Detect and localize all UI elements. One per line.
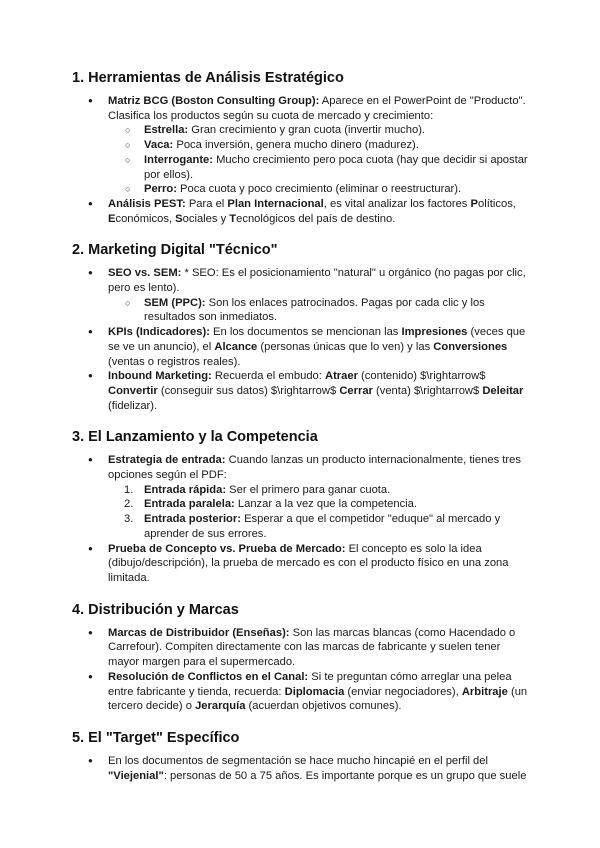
pest-letter: P (470, 197, 478, 210)
sub-text: Poca cuota y poco crecimiento (eliminar o reestructurar). (176, 183, 462, 196)
prueba-text: El concepto es solo la idea (dibujo/descripción), la prueba de mercado es con el producto físico en una zona limitada. (108, 542, 509, 584)
section-4 (72, 600, 532, 714)
sub-lead: Entrada posterior: (144, 513, 241, 526)
section-1 (72, 68, 532, 226)
seo-lead: SEO vs. SEM: (108, 267, 182, 280)
list-item-marcas (72, 626, 532, 670)
pest-lead: Análisis PEST: (108, 197, 186, 210)
sub-item-rapida (108, 483, 532, 498)
viejenial-text: : personas de 50 a 75 años. Es importante porque es un grupo que suele (163, 769, 527, 782)
section-2 (72, 240, 532, 413)
inbound-lead: Inbound Marketing: (108, 370, 212, 383)
sub-item-posterior (108, 512, 532, 541)
list-item-bcg (72, 94, 532, 197)
bcg-lead: Matriz BCG (Boston Consulting Group): (108, 95, 320, 107)
sub-item-perro (108, 182, 532, 197)
viejenial-bold: "Viejenial" (108, 769, 164, 782)
inbound-text: (conseguir sus datos) $\rightarrow$ (157, 384, 340, 397)
kpis-text: (veces que se ve un anuncio), el (108, 326, 526, 353)
pest-text: , es vital analizar los factores (323, 197, 471, 210)
seo-sublist (108, 296, 532, 325)
inbound-bold: Convertir (108, 384, 158, 397)
sub-text: Son los enlaces patrocinados. Pagas por cada clic y los resultados son inmediatos. (144, 296, 485, 324)
kpis-bold: Alcance (214, 340, 258, 353)
kpis-text: (personas únicas que lo ven) y las (257, 340, 434, 353)
conflictos-bold: Jerarquía (195, 700, 246, 713)
section-2-heading: 2. Marketing Digital "Técnico" (72, 242, 278, 259)
pest-bold: Plan Internacional (227, 197, 324, 210)
conflictos-bold: Diplomacia (284, 685, 345, 698)
inbound-text: (venta) $\rightarrow$ (372, 384, 483, 397)
pest-text: ecnológicos del país de destino. (236, 212, 396, 225)
pest-text: Para el (185, 197, 228, 210)
inbound-bold: Deleitar (482, 384, 524, 397)
entrada-sublist (108, 483, 532, 542)
list-item-entrada (72, 453, 532, 541)
marcas-lead: Marcas de Distribuidor (Enseñas): (108, 626, 290, 639)
sub-item-paralela (108, 497, 532, 512)
section-5 (72, 728, 532, 783)
pest-text: olíticos, (477, 197, 516, 210)
section-3-list (72, 453, 532, 585)
sub-text: Ser el primero para ganar cuota. (226, 483, 391, 496)
pest-letter: S (175, 212, 183, 225)
sub-item-vaca (108, 138, 532, 153)
list-item-pest (72, 197, 532, 226)
viejenial-text: En los documentos de segmentación se hace mucho hincapié en el perfil del (108, 754, 488, 767)
section-4-heading: 4. Distribución y Marcas (72, 601, 239, 618)
conflictos-lead: Resolución de Conflictos en el Canal: (108, 670, 309, 683)
section-5-heading: 5. El "Target" Específico (72, 729, 240, 746)
sub-number: 3. (124, 513, 134, 526)
kpis-text: (ventas o registros reales). (108, 355, 241, 368)
sub-lead: Vaca: (144, 139, 174, 152)
conflictos-text: (un tercero decide) o (108, 685, 528, 713)
kpis-text: En los documentos se mencionan las (209, 326, 402, 339)
bcg-sublist (108, 123, 532, 197)
section-3-heading: 3. El Lanzamiento y la Competencia (72, 429, 318, 446)
inbound-bold: Cerrar (339, 384, 373, 397)
sub-lead: Entrada rápida: (144, 483, 227, 496)
inbound-text: (contenido) $\rightarrow$ (357, 370, 486, 383)
sub-lead: Interrogante: (144, 153, 213, 166)
list-item-seo-sem (72, 266, 532, 325)
prueba-lead: Prueba de Concepto vs. Prueba de Mercado: (108, 542, 346, 555)
sub-text: Poca inversión, genera mucho dinero (madurez). (173, 139, 419, 152)
conflictos-text: Si te preguntan cómo arreglar una pelea entre fabricante y tienda, recuerda: (108, 670, 512, 698)
section-1-heading: 1. Herramientas de Análisis Estratégico (72, 70, 344, 86)
pest-text: ociales y (182, 212, 230, 225)
list-item-conflictos (72, 670, 532, 714)
sub-lead: Perro: (144, 183, 177, 196)
inbound-text: (fidelizar). (108, 399, 158, 412)
sub-item-estrella (108, 123, 532, 138)
entrada-lead: Estrategia de entrada: (108, 454, 226, 467)
section-2-list (72, 266, 532, 413)
sub-lead: SEM (PPC): (144, 296, 206, 309)
entrada-text: Cuando lanzas un producto internacionalmente, tienes tres opciones según el PDF: (108, 454, 521, 482)
list-item-prueba (72, 542, 532, 586)
sub-number: 1. (124, 483, 134, 496)
pest-text: conómicos, (115, 212, 176, 225)
inbound-text: Recuerda el embudo: (211, 370, 325, 383)
sub-text: Esperar a que el competidor "eduque" al mercado y aprender de sus errores. (144, 513, 501, 540)
document-content (72, 68, 532, 783)
conflictos-bold: Arbitraje (461, 685, 508, 698)
inbound-bold: Atraer (324, 370, 358, 383)
sub-text: Gran crecimiento y gran cuota (invertir mucho). (188, 124, 426, 137)
conflictos-text: (acuerdan objetivos comunes). (245, 700, 402, 713)
kpis-bold: Impresiones (401, 326, 468, 339)
sub-item-interrogante (108, 153, 532, 182)
list-item-inbound (72, 369, 532, 413)
bcg-text: Aparece en el PowerPoint de "Producto". Clasifica los productos según su cuota de mercado y crecimiento: (108, 95, 526, 122)
section-3 (72, 427, 532, 585)
sub-item-sem (108, 296, 532, 325)
list-item-kpis (72, 325, 532, 369)
sub-text: Lanzar a la vez que la competencia. (234, 498, 417, 511)
kpis-bold: Conversiones (433, 340, 508, 353)
seo-text: * SEO: Es el posicionamiento "natural" u orgánico (no pagas por clic, pero es lento). (108, 267, 526, 295)
kpis-lead: KPIs (Indicadores): (108, 326, 210, 339)
conflictos-text: (enviar negociadores), (344, 685, 462, 698)
pest-letter: E (108, 212, 116, 225)
section-5-list (72, 754, 532, 783)
sub-lead: Estrella: (144, 124, 189, 137)
sub-number: 2. (124, 498, 134, 511)
section-4-list (72, 626, 532, 714)
sub-text: Mucho crecimiento pero poca cuota (hay que decidir si apostar por ellos). (144, 153, 528, 181)
pest-letter: T (229, 212, 237, 225)
section-1-list (72, 94, 532, 226)
sub-lead: Entrada paralela: (144, 498, 235, 511)
list-item-viejenial (72, 754, 532, 783)
marcas-text: Son las marcas blancas (como Hacendado o Carrefour). Compiten directamente con las marcas de fabricante y suelen tener mayor margen para el supermercado. (108, 626, 516, 669)
